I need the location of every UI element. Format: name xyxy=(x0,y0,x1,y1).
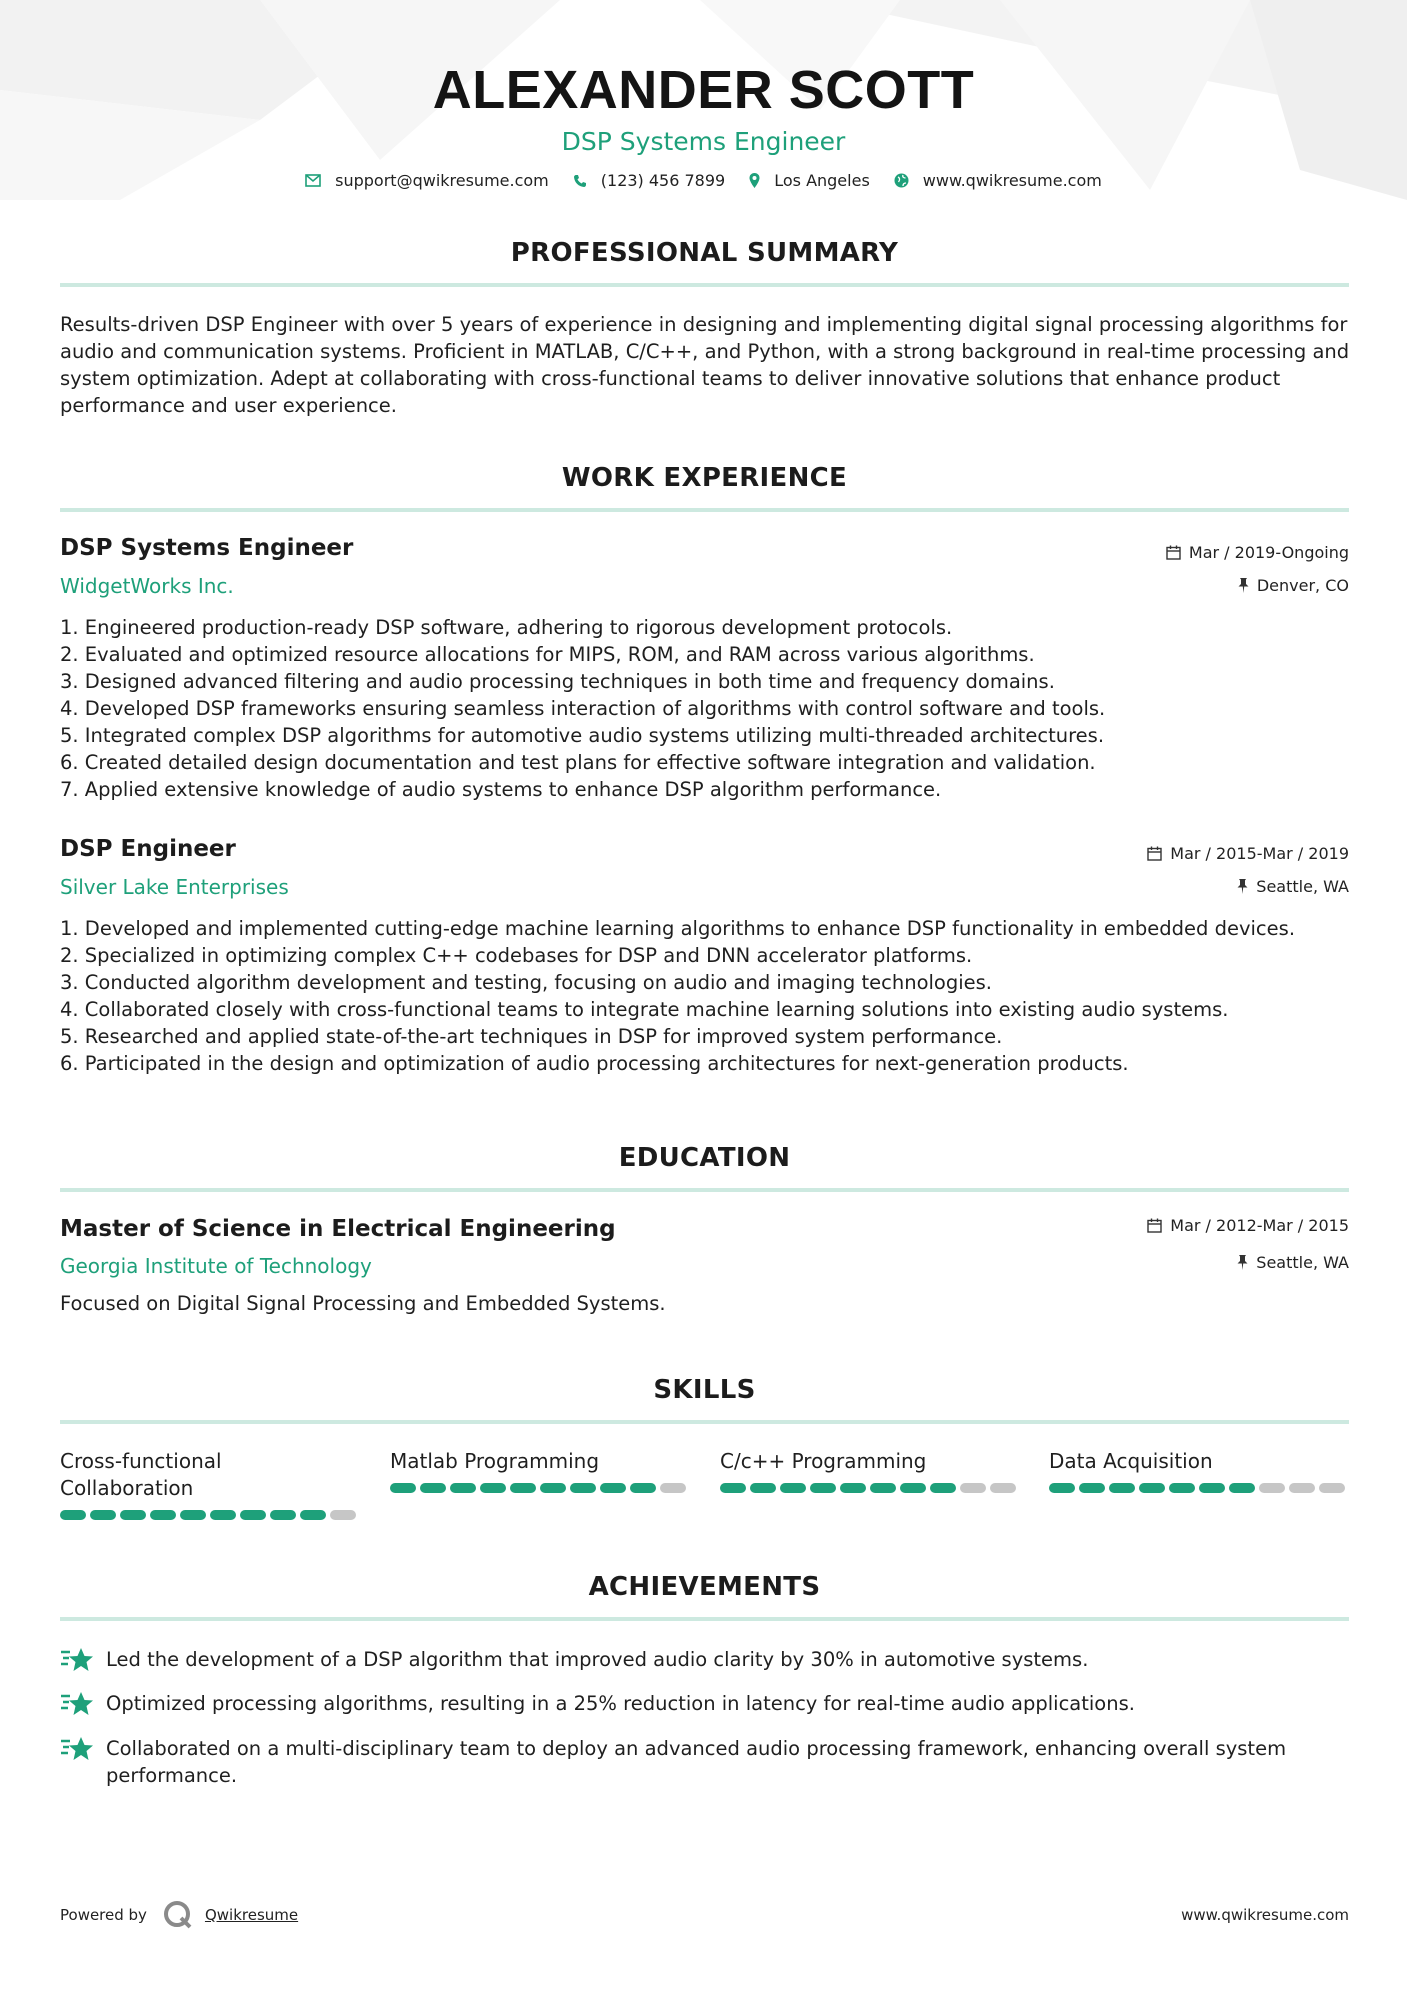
list-item: 7. Applied extensive knowledge of audio systems to enhance DSP algorithm performance. xyxy=(60,778,942,801)
calendar-icon xyxy=(1147,1218,1162,1233)
job-date xyxy=(1147,844,1349,863)
skill-level-empty xyxy=(1319,1483,1345,1493)
skill-item xyxy=(60,1448,360,1520)
skill-name: Cross-functional Collaboration xyxy=(60,1449,222,1500)
list-item: 1. Developed and implemented cutting-edge machine learning algorithms to enhance DSP functionality in embedded devices. xyxy=(60,917,1296,940)
contact-email[interactable] xyxy=(305,171,549,190)
achievements-section-title: ACHIEVEMENTS xyxy=(588,1572,821,1602)
skill-level-filled xyxy=(780,1483,806,1493)
skill-level-filled xyxy=(240,1510,266,1520)
email-text: support@qwikresume.com xyxy=(335,171,549,190)
skill-level-filled xyxy=(570,1483,596,1493)
list-item: 2. Specialized in optimizing complex C++ codebases for DSP and DNN accelerator platforms. xyxy=(60,944,973,967)
star-icon xyxy=(60,1735,94,1763)
skill-level-filled xyxy=(750,1483,776,1493)
skill-level-bar xyxy=(390,1483,690,1493)
qwikresume-link[interactable]: Qwikresume xyxy=(204,1906,299,1924)
skill-level-filled xyxy=(900,1483,926,1493)
skill-level-empty xyxy=(990,1483,1016,1493)
list-item: 4. Developed DSP frameworks ensuring seamless interaction of algorithms with control software and tools. xyxy=(60,697,1106,720)
envelope-icon xyxy=(305,174,321,187)
company-name: Silver Lake Enterprises xyxy=(60,875,289,899)
section-divider xyxy=(60,283,1349,287)
skill-level-bar xyxy=(60,1510,360,1520)
school-name: Georgia Institute of Technology xyxy=(60,1254,372,1278)
phone-text: (123) 456 7899 xyxy=(600,171,726,190)
education-date xyxy=(1147,1216,1349,1235)
skill-level-filled xyxy=(510,1483,536,1493)
job-title: DSP Engineer xyxy=(60,836,236,862)
skill-level-filled xyxy=(150,1510,176,1520)
skill-level-empty xyxy=(1259,1483,1285,1493)
skill-level-filled xyxy=(210,1510,236,1520)
powered-by-text: Powered by xyxy=(60,1906,147,1924)
job-date-text: Mar / 2019-Ongoing xyxy=(1188,543,1349,562)
job-date xyxy=(1166,543,1349,562)
list-item: 6. Participated in the design and optimization of audio processing architectures for next-generation products. xyxy=(60,1052,1129,1075)
footer-website[interactable]: www.qwikresume.com xyxy=(1181,1906,1349,1924)
skill-level-filled xyxy=(270,1510,296,1520)
skill-level-filled xyxy=(480,1483,506,1493)
education-description: Focused on Digital Signal Processing and Embedded Systems. xyxy=(60,1292,666,1315)
skill-level-filled xyxy=(930,1483,956,1493)
company-name: WidgetWorks Inc. xyxy=(60,574,234,598)
skills-section-title: SKILLS xyxy=(653,1375,756,1405)
degree-title: Master of Science in Electrical Engineering xyxy=(60,1216,616,1242)
achievement-text: Led the development of a DSP algorithm that improved audio clarity by 30% in automotive systems. xyxy=(106,1648,1089,1671)
skill-level-bar xyxy=(1049,1483,1349,1493)
skill-item xyxy=(1049,1448,1349,1493)
globe-icon xyxy=(894,173,909,188)
star-icon xyxy=(60,1646,94,1674)
job-location xyxy=(1237,877,1349,896)
experience-section-title: WORK EXPERIENCE xyxy=(561,463,848,493)
skill-level-filled xyxy=(870,1483,896,1493)
skill-level-filled xyxy=(1079,1483,1105,1493)
list-item: 3. Conducted algorithm development and testing, focusing on audio and imaging technologies. xyxy=(60,971,993,994)
contact-bar xyxy=(0,171,1407,190)
section-divider xyxy=(60,508,1349,512)
education-location-text: Seattle, WA xyxy=(1256,1253,1349,1272)
achievement-text: Collaborated on a multi-disciplinary team to deploy an advanced audio processing framework, enhancing overall system performance. xyxy=(106,1737,1287,1787)
skill-level-empty xyxy=(330,1510,356,1520)
list-item: 3. Designed advanced filtering and audio processing techniques in both time and frequency domains. xyxy=(60,670,1055,693)
list-item: 1. Engineered production-ready DSP software, adhering to rigorous development protocols. xyxy=(60,616,953,639)
job-location-text: Seattle, WA xyxy=(1256,877,1349,896)
list-item: 4. Collaborated closely with cross-functional teams to integrate machine learning solutions into existing audio systems. xyxy=(60,998,1229,1021)
section-divider xyxy=(60,1420,1349,1424)
summary-section-title: PROFESSIONAL SUMMARY xyxy=(510,238,899,268)
skill-level-filled xyxy=(300,1510,326,1520)
education-location xyxy=(1237,1253,1349,1272)
candidate-name: ALEXANDER SCOTT xyxy=(432,60,975,120)
summary-text: Results-driven DSP Engineer with over 5 years of experience in designing and implementing digital signal processing algorithms for audio and communication systems. Proficient in MATLAB, C/C++, and Python, with a strong background in real-time processing and system optimization. Adept at collaborating with cross-functional teams to deliver innovative solutions that enhance product performance and user experience. xyxy=(60,313,1350,417)
skill-level-filled xyxy=(420,1483,446,1493)
skill-level-filled xyxy=(390,1483,416,1493)
map-pin-icon xyxy=(749,173,760,188)
skill-level-empty xyxy=(1289,1483,1315,1493)
skill-level-filled xyxy=(600,1483,626,1493)
achievement-text: Optimized processing algorithms, resulting in a 25% reduction in latency for real-time audio applications. xyxy=(106,1692,1135,1715)
skill-level-filled xyxy=(720,1483,746,1493)
education-date-text: Mar / 2012-Mar / 2015 xyxy=(1170,1216,1349,1235)
list-item: 5. Researched and applied state-of-the-art techniques in DSP for improved system performance. xyxy=(60,1025,1003,1048)
contact-website[interactable] xyxy=(894,171,1102,190)
skill-level-filled xyxy=(120,1510,146,1520)
job-location-text: Denver, CO xyxy=(1256,576,1349,595)
list-item: 2. Evaluated and optimized resource allocations for MIPS, ROM, and RAM across various algorithms. xyxy=(60,643,1035,666)
job-title: DSP Systems Engineer xyxy=(60,535,354,561)
job-bullets xyxy=(60,614,1355,803)
skill-level-filled xyxy=(90,1510,116,1520)
skill-level-filled xyxy=(1229,1483,1255,1493)
skill-level-filled xyxy=(450,1483,476,1493)
contact-phone[interactable] xyxy=(573,171,725,190)
section-divider xyxy=(60,1188,1349,1192)
calendar-icon xyxy=(1166,545,1181,560)
skill-level-filled xyxy=(1049,1483,1075,1493)
skill-item xyxy=(390,1448,690,1493)
pushpin-icon xyxy=(1237,879,1248,894)
location-text: Los Angeles xyxy=(774,171,870,190)
list-item: 6. Created detailed design documentation and test plans for effective software integration and validation. xyxy=(60,751,1096,774)
pushpin-icon xyxy=(1237,1255,1248,1270)
skill-level-filled xyxy=(1169,1483,1195,1493)
achievement-item xyxy=(60,1690,1355,1718)
skill-level-filled xyxy=(180,1510,206,1520)
star-icon xyxy=(60,1690,94,1718)
skill-name: C/c++ Programming xyxy=(720,1449,927,1473)
pushpin-icon xyxy=(1238,578,1249,593)
skill-level-filled xyxy=(60,1510,86,1520)
job-date-text: Mar / 2015-Mar / 2019 xyxy=(1170,844,1349,863)
skill-name: Data Acquisition xyxy=(1049,1449,1213,1473)
contact-location xyxy=(749,171,870,190)
qwikresume-logo-icon xyxy=(163,1900,193,1930)
skill-level-bar xyxy=(720,1483,1020,1493)
skill-name: Matlab Programming xyxy=(390,1449,600,1473)
phone-icon xyxy=(573,174,587,188)
skill-level-empty xyxy=(660,1483,686,1493)
skill-item xyxy=(720,1448,1020,1493)
skill-level-filled xyxy=(1199,1483,1225,1493)
skill-level-filled xyxy=(1109,1483,1135,1493)
list-item: 5. Integrated complex DSP algorithms for automotive audio systems utilizing multi-threaded architectures. xyxy=(60,724,1105,747)
section-divider xyxy=(60,1617,1349,1621)
education-section-title: EDUCATION xyxy=(618,1143,791,1173)
skill-level-filled xyxy=(1139,1483,1165,1493)
website-text: www.qwikresume.com xyxy=(922,171,1102,190)
achievement-item xyxy=(60,1646,1355,1674)
skill-level-filled xyxy=(540,1483,566,1493)
skill-level-empty xyxy=(960,1483,986,1493)
footer-powered-by xyxy=(60,1900,298,1930)
skill-level-filled xyxy=(810,1483,836,1493)
achievement-item xyxy=(60,1735,1355,1789)
resume-header xyxy=(0,55,1407,159)
skill-level-filled xyxy=(630,1483,656,1493)
job-location xyxy=(1238,576,1349,595)
calendar-icon xyxy=(1147,846,1162,861)
job-bullets xyxy=(60,915,1355,1077)
candidate-role: DSP Systems Engineer xyxy=(561,127,846,156)
skill-level-filled xyxy=(840,1483,866,1493)
